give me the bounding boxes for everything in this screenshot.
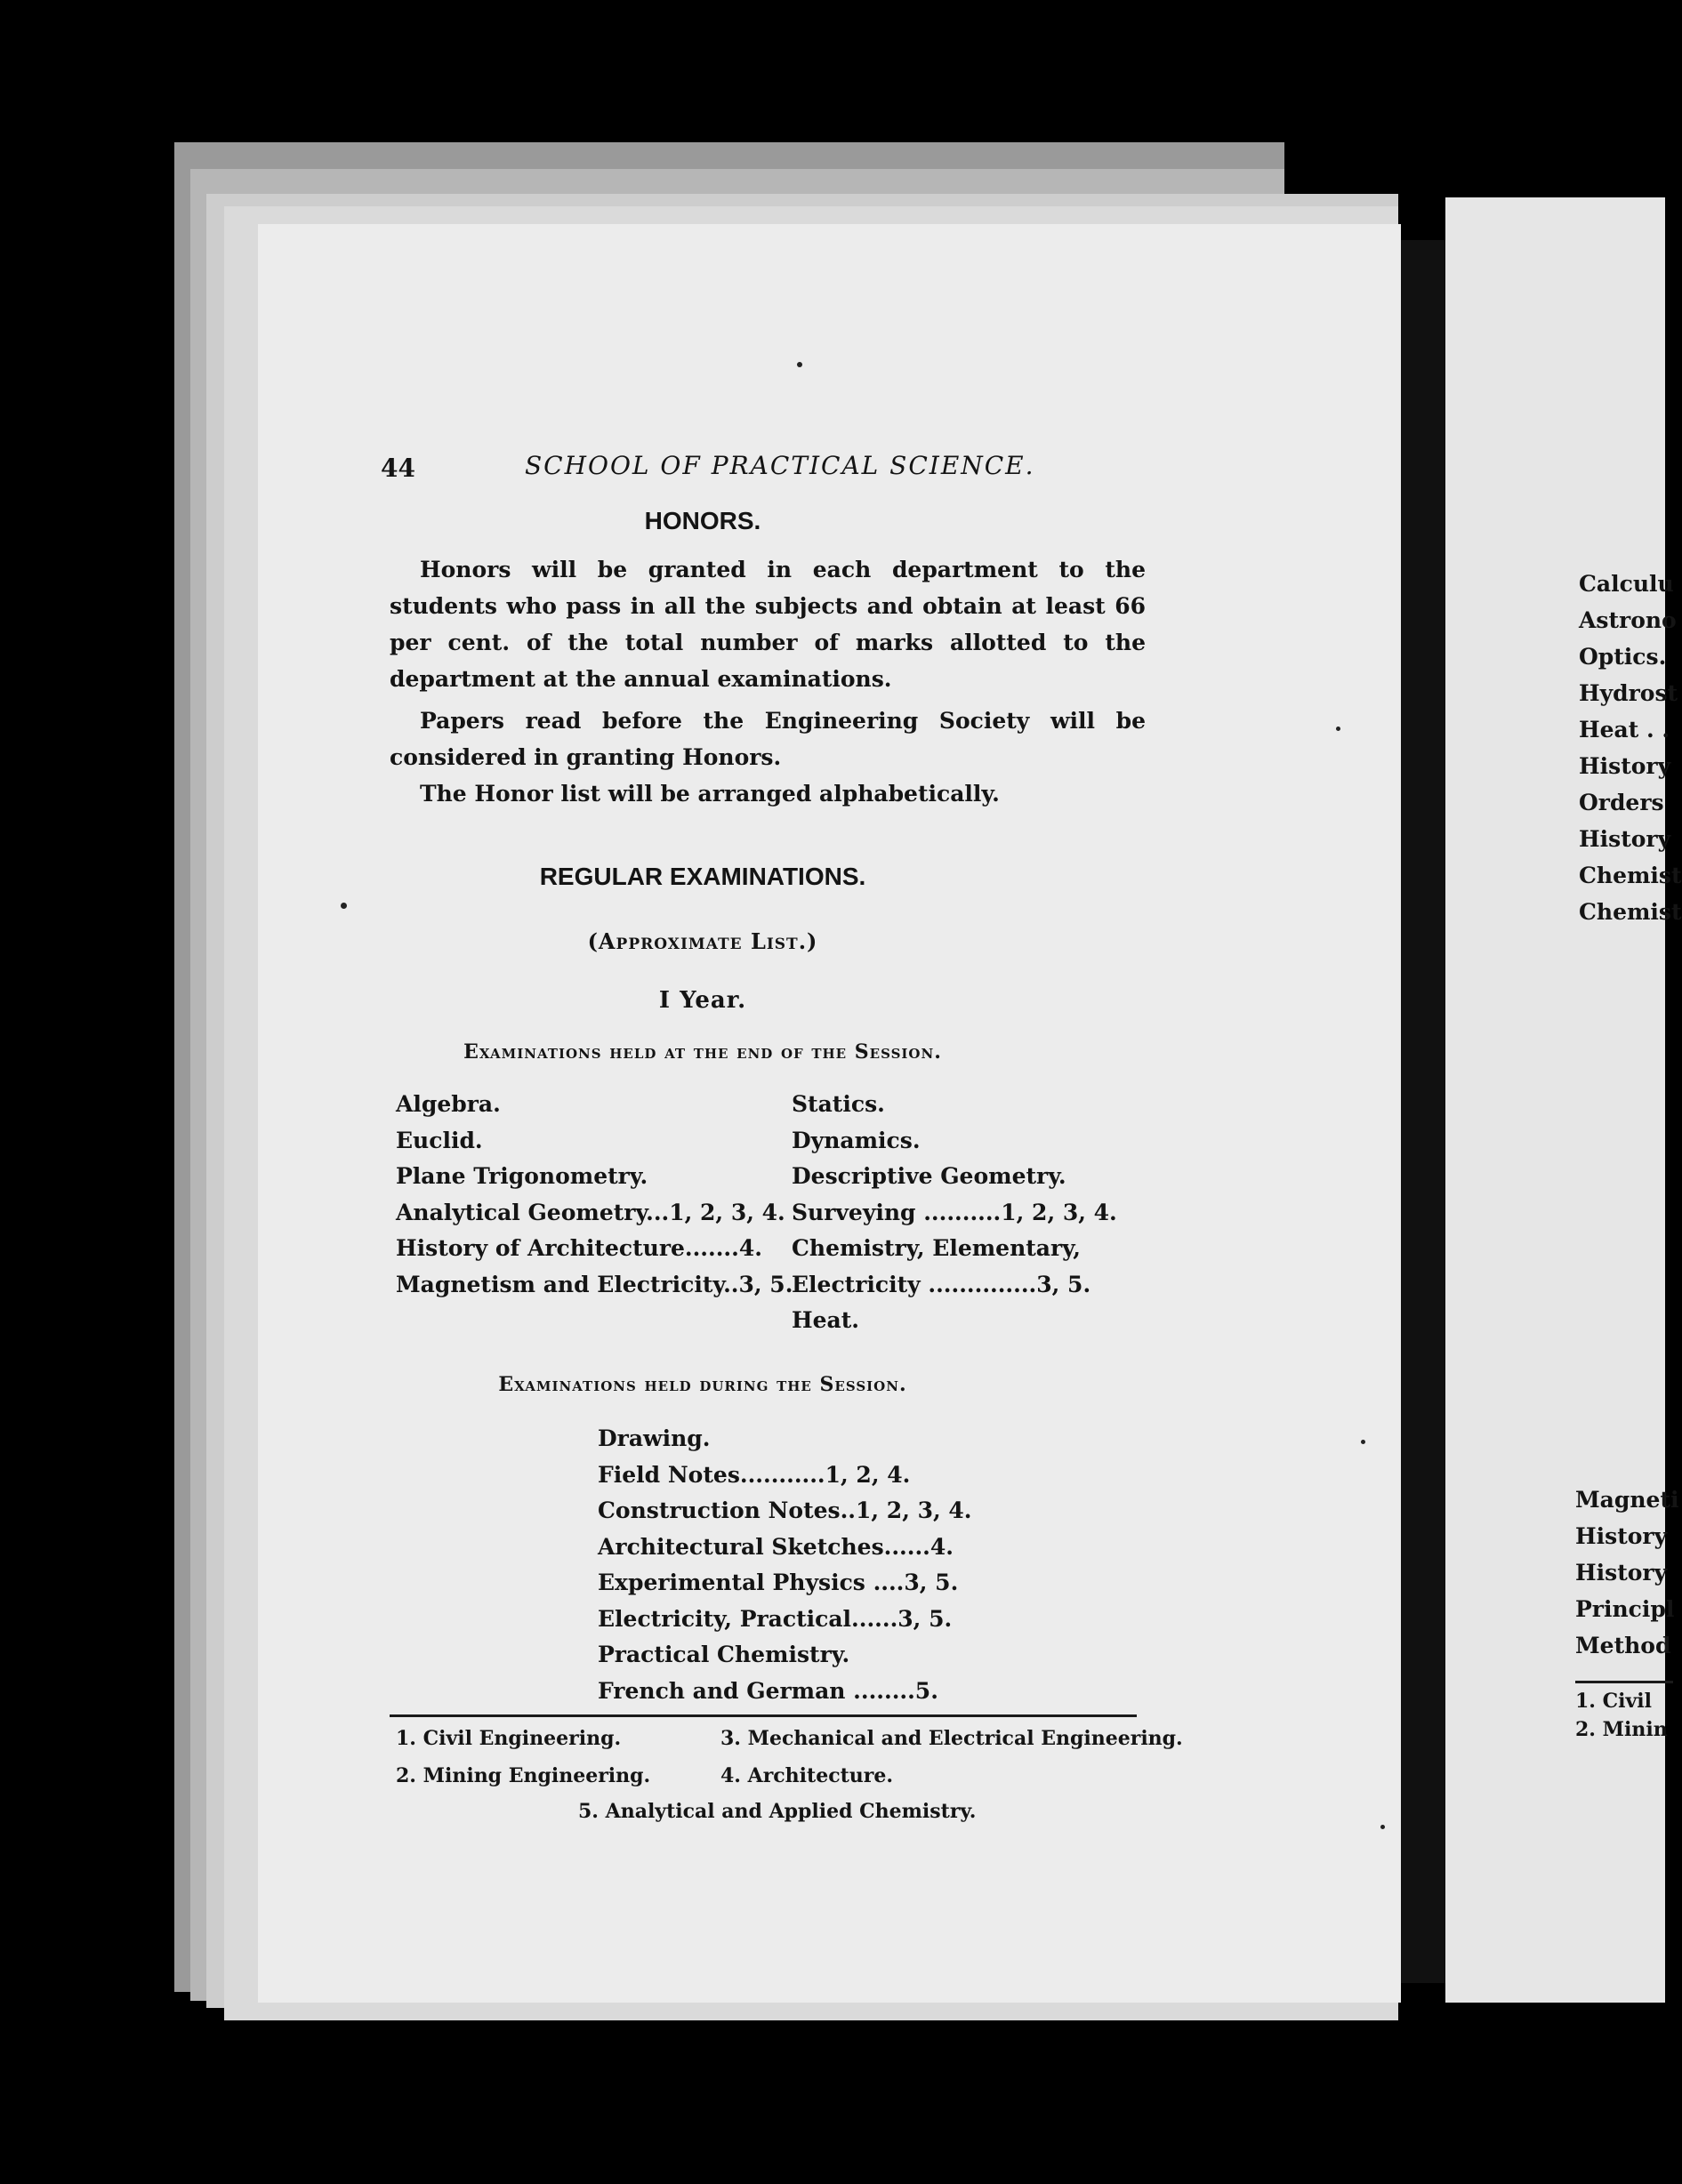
footnote-4: 4. Architecture. bbox=[720, 1764, 893, 1787]
exam-subject: Chemistry, Elementary, bbox=[792, 1235, 1082, 1261]
exam-subject: Analytical Geometry...1, 2, 3, 4. bbox=[396, 1199, 785, 1225]
facing-line: Chemist bbox=[1579, 899, 1682, 925]
facing-line: History bbox=[1575, 1560, 1668, 1586]
honors-paragraph-1: Honors will be granted in each department to the students who pass in all the subjects and obtain at least 66 per cent. of the total number of marks allotted to the department at the annual examinations. bbox=[390, 557, 1146, 692]
gutter-shadow bbox=[1401, 240, 1445, 1983]
footnote-2: 2. Mining Engineering. bbox=[396, 1764, 651, 1787]
during-session-heading: Examinations held during the Session. bbox=[498, 1373, 907, 1396]
page-number: 44 bbox=[381, 454, 415, 483]
footnote-3: 3. Mechanical and Electrical Engineering. bbox=[720, 1727, 1183, 1750]
facing-line: Orders bbox=[1579, 790, 1664, 815]
end-session-right-column bbox=[792, 1087, 1117, 1339]
facing-line: Hydrost bbox=[1579, 680, 1678, 706]
facing-line: Astrono bbox=[1579, 607, 1677, 633]
facing-page bbox=[1445, 197, 1682, 2003]
running-head: SCHOOL OF PRACTICAL SCIENCE. bbox=[525, 451, 1035, 480]
exam-subject: Electricity, Practical......3, 5. bbox=[598, 1605, 953, 1632]
exam-subject: French and German ........5. bbox=[598, 1677, 938, 1704]
footnote-1: 1. Civil Engineering. bbox=[396, 1727, 622, 1750]
exam-subject: Statics. bbox=[792, 1091, 885, 1117]
exam-subject: Surveying ..........1, 2, 3, 4. bbox=[792, 1199, 1117, 1225]
exam-subject: Practical Chemistry. bbox=[598, 1642, 850, 1667]
print-speck bbox=[341, 903, 347, 909]
document-page bbox=[258, 224, 1401, 2003]
facing-line: Method bbox=[1575, 1633, 1671, 1658]
facing-footnote: 1. Civil bbox=[1575, 1690, 1652, 1713]
honors-paragraph-3: The Honor list will be arranged alphabetically. bbox=[420, 781, 1000, 807]
honors-heading: HONORS. bbox=[644, 507, 761, 534]
facing-line: Principl bbox=[1575, 1596, 1675, 1622]
facing-line: Heat . . bbox=[1579, 717, 1670, 743]
exam-subject: Euclid. bbox=[396, 1127, 483, 1153]
honors-paragraph-2: Papers read before the Engineering Society will be considered in granting Honors. bbox=[390, 708, 1146, 770]
end-session-left-column bbox=[396, 1087, 793, 1303]
approximate-list-subheading: (Approximate List.) bbox=[587, 928, 818, 954]
print-speck bbox=[1361, 1440, 1365, 1444]
exam-subject: Dynamics. bbox=[792, 1127, 921, 1153]
exam-subject: Electricity ..............3, 5. bbox=[792, 1271, 1091, 1297]
regular-exams-heading: REGULAR EXAMINATIONS. bbox=[539, 863, 866, 890]
exam-subject: Architectural Sketches......4. bbox=[598, 1533, 954, 1560]
during-session-column bbox=[598, 1421, 972, 1709]
facing-line: History bbox=[1579, 826, 1671, 852]
exam-subject: Drawing. bbox=[598, 1425, 711, 1451]
exam-subject: Descriptive Geometry. bbox=[792, 1163, 1066, 1189]
footnote-5: 5. Analytical and Applied Chemistry. bbox=[578, 1800, 977, 1823]
exam-subject: Construction Notes..1, 2, 3, 4. bbox=[598, 1497, 972, 1523]
exam-subject: Experimental Physics ....3, 5. bbox=[598, 1570, 959, 1595]
exam-subject: Field Notes...........1, 2, 4. bbox=[598, 1461, 911, 1488]
facing-line: Calculu bbox=[1579, 571, 1674, 597]
print-speck bbox=[1380, 1825, 1385, 1829]
footnote-rule bbox=[390, 1714, 1137, 1717]
facing-line: History bbox=[1579, 753, 1671, 779]
exam-subject: Magnetism and Electricity..3, 5. bbox=[396, 1271, 793, 1297]
facing-line: Chemist bbox=[1579, 863, 1682, 888]
print-speck bbox=[1336, 727, 1340, 731]
facing-footnote-rule bbox=[1575, 1681, 1673, 1683]
exam-subject: Heat. bbox=[792, 1307, 859, 1333]
facing-footnote: 2. Minin bbox=[1575, 1718, 1668, 1741]
facing-line: Optics. bbox=[1579, 644, 1667, 670]
end-of-session-heading: Examinations held at the end of the Session. bbox=[463, 1040, 942, 1064]
exam-subject: History of Architecture.......4. bbox=[396, 1235, 762, 1261]
exam-subject: Algebra. bbox=[396, 1091, 501, 1117]
print-speck bbox=[797, 362, 802, 367]
exam-subject: Plane Trigonometry. bbox=[396, 1163, 648, 1189]
year-heading: I Year. bbox=[658, 987, 747, 1014]
facing-line: History bbox=[1575, 1523, 1668, 1549]
facing-line: Magneti bbox=[1575, 1487, 1679, 1513]
